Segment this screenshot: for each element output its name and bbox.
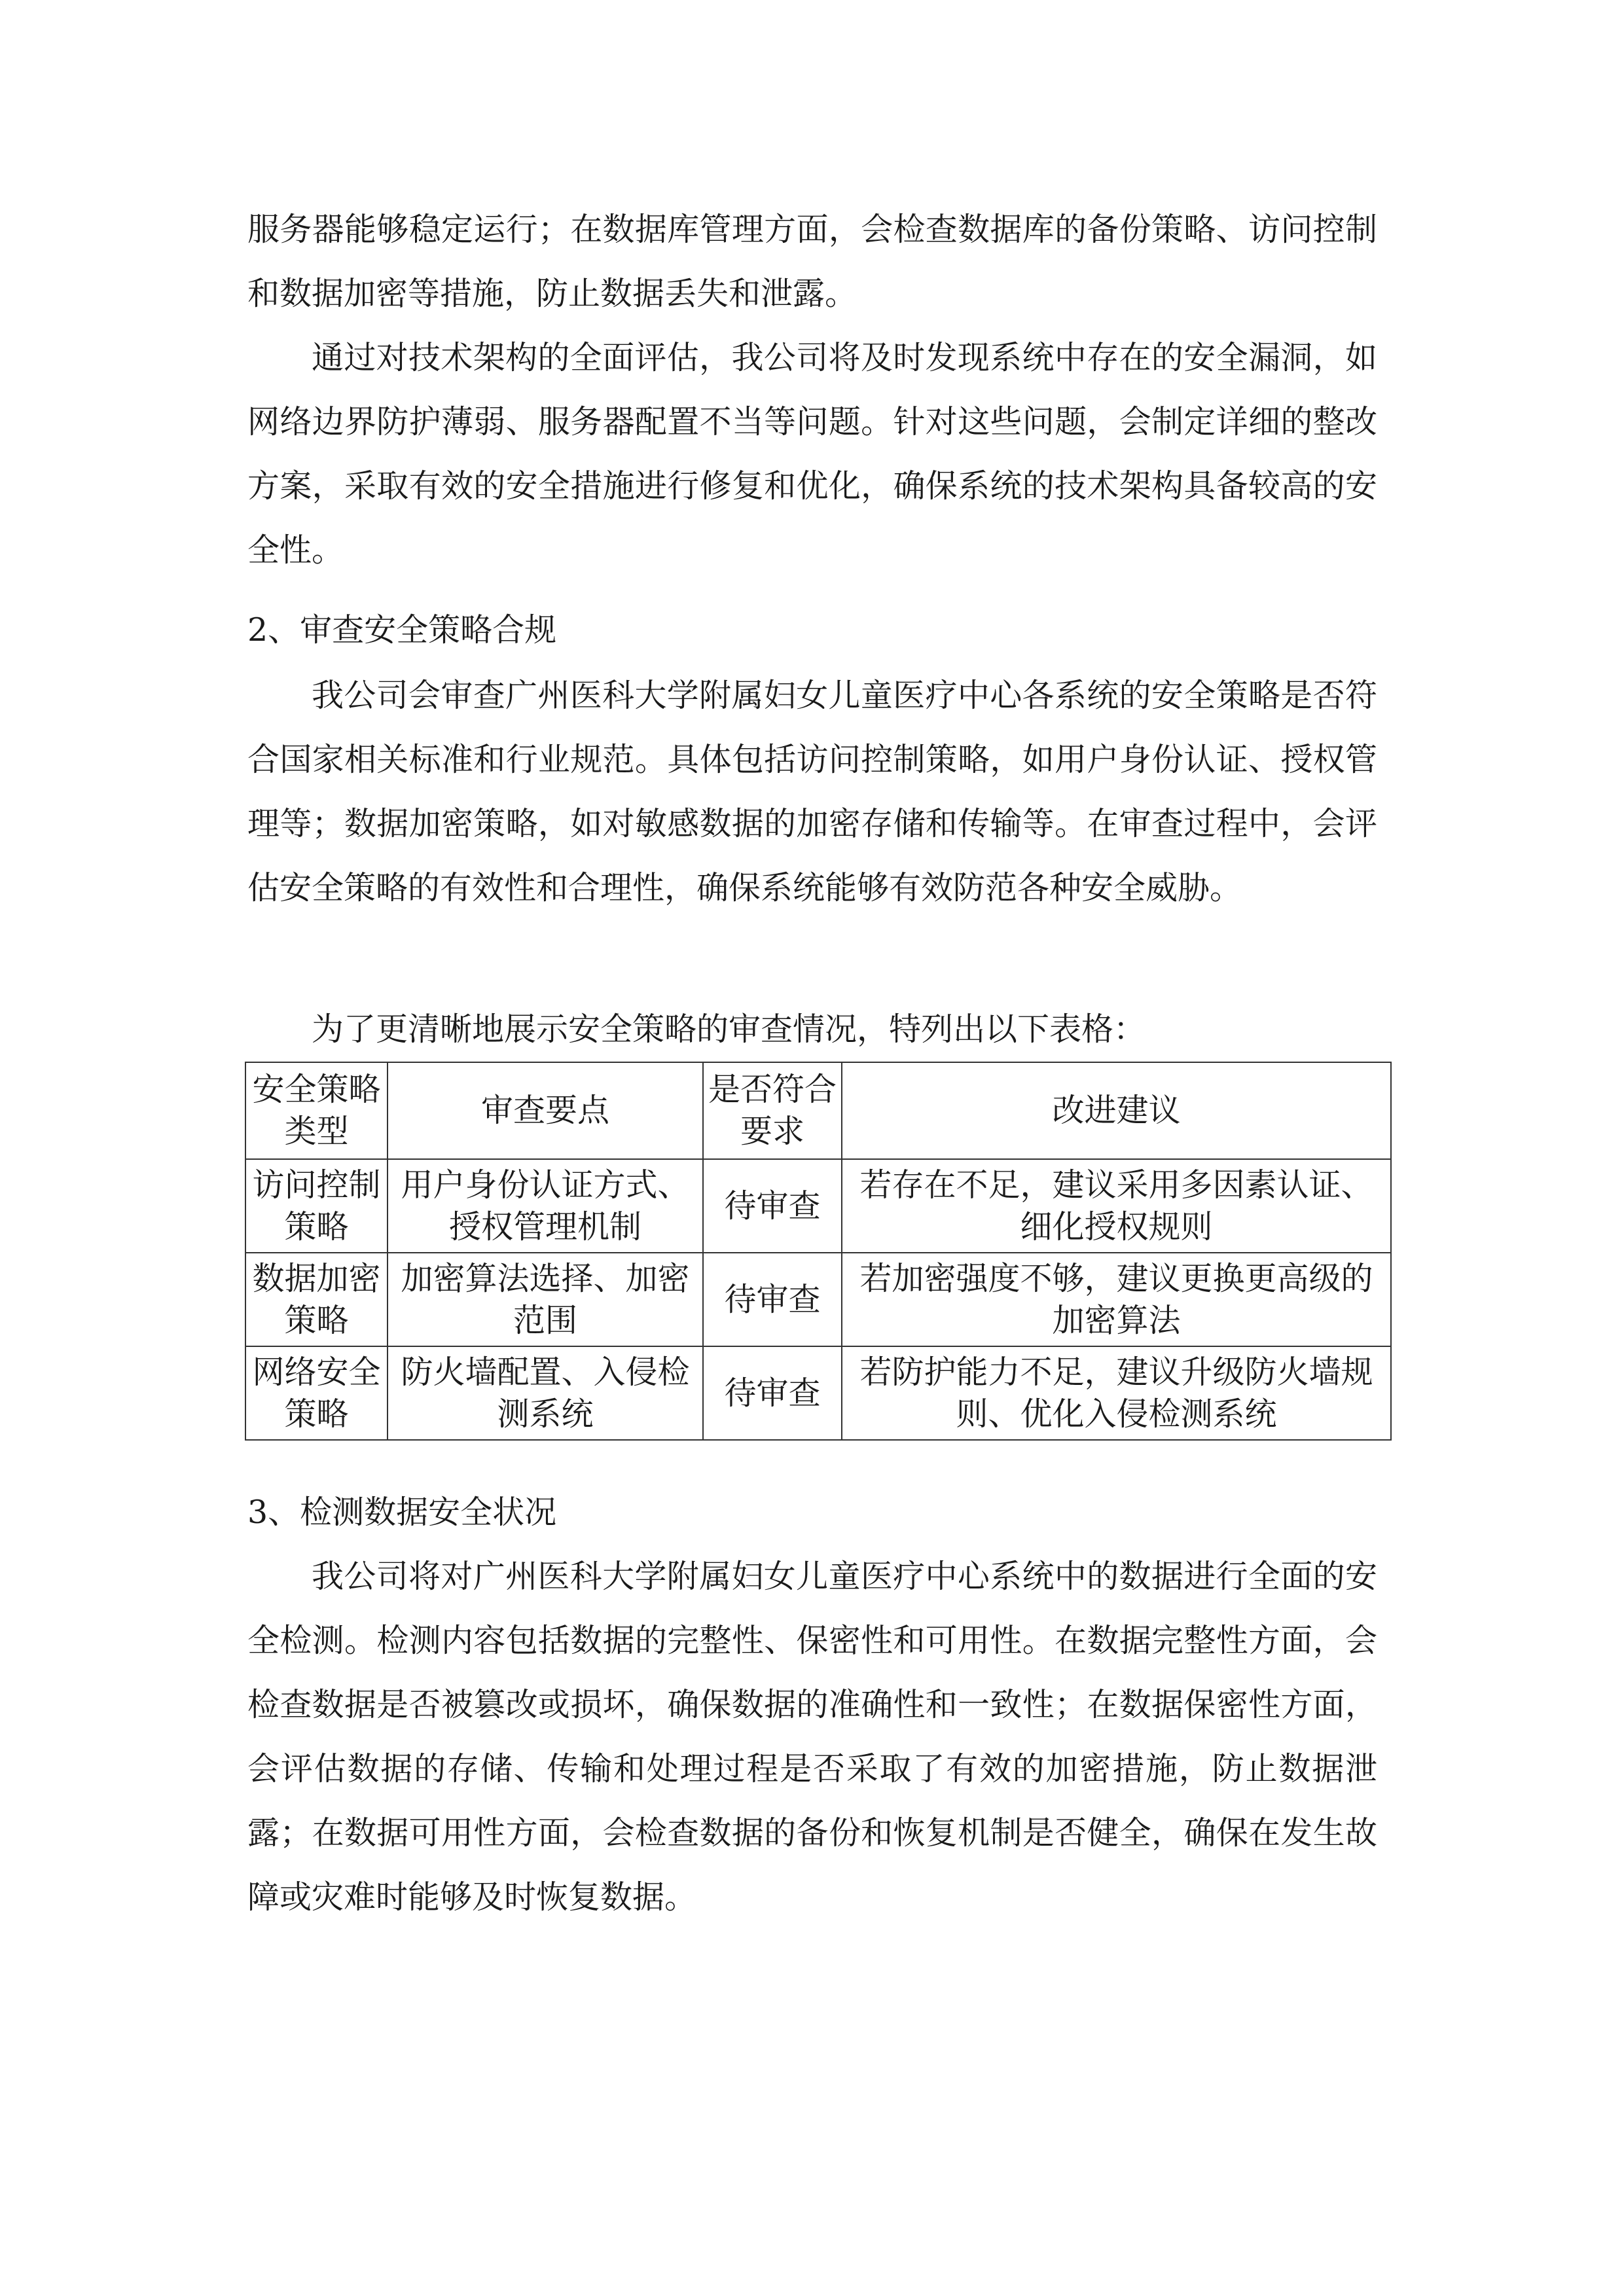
paragraph-server-db: 服务器能够稳定运行；在数据库管理方面，会检查数据库的备份策略、访问控制和数据加密等措施，防止数据丢失和泄露。: [247, 211, 1377, 312]
policy-review-table: [245, 1062, 1392, 1441]
section-heading-2: 2、审查安全策略合规: [247, 611, 557, 649]
table-cell: 网络安全策略: [245, 1346, 388, 1440]
table-cell: 待审查: [703, 1159, 842, 1253]
table-header-cell: 改进建议: [842, 1062, 1391, 1159]
table-row: [245, 1253, 1391, 1346]
paragraph-architecture-assessment: 通过对技术架构的全面评估，我公司将及时发现系统中存在的安全漏洞，如网络边界防护薄弱、服务器配置不当等问题。针对这些问题，会制定详细的整改方案，采取有效的安全措施进行修复和优化，确保系统的技术架构具备较高的安全性。: [247, 339, 1377, 569]
table-cell: 若加密强度不够，建议更换更高级的加密算法: [842, 1253, 1391, 1346]
table-cell: 防火墙配置、入侵检测系统: [388, 1346, 703, 1440]
table-cell: 待审查: [703, 1346, 842, 1440]
table-row: [245, 1159, 1391, 1253]
paragraph-table-intro: 为了更清晰地展示安全策略的审查情况，特列出以下表格：: [312, 1011, 1146, 1048]
table-cell: 加密算法选择、加密范围: [388, 1253, 703, 1346]
table-row: [245, 1346, 1391, 1440]
table-cell: 待审查: [703, 1253, 842, 1346]
section-heading-3: 3、检测数据安全状况: [247, 1494, 557, 1531]
table-cell: 用户身份认证方式、授权管理机制: [388, 1159, 703, 1253]
table-cell: 若防护能力不足，建议升级防火墙规则、优化入侵检测系统: [842, 1346, 1391, 1440]
table-header-cell: 是否符合要求: [703, 1062, 842, 1159]
paragraph-data-security: 我公司将对广州医科大学附属妇女儿童医疗中心系统中的数据进行全面的安全检测。检测内容包括数据的完整性、保密性和可用性。在数据完整性方面，会检查数据是否被篡改或损坏，确保数据的准确性和一致性；在数据保密性方面，会评估数据的存储、传输和处理过程是否采取了有效的加密措施，防止数据泄露；在数据可用性方面，会检查数据的备份和恢复机制是否健全，确保在发生故障或灾难时能够及时恢复数据。: [247, 1558, 1377, 1916]
table-header-row: [245, 1062, 1391, 1159]
table-cell: 访问控制策略: [245, 1159, 388, 1253]
paragraph-policy-review: 我公司会审查广州医科大学附属妇女儿童医疗中心各系统的安全策略是否符合国家相关标准和行业规范。具体包括访问控制策略，如用户身份认证、授权管理等；数据加密策略，如对敏感数据的加密存储和传输等。在审查过程中，会评估安全策略的有效性和合理性，确保系统能够有效防范各种安全威胁。: [247, 677, 1377, 906]
table-header-cell: 安全策略类型: [245, 1062, 388, 1159]
table-header-cell: 审查要点: [388, 1062, 703, 1159]
table-cell: 数据加密策略: [245, 1253, 388, 1346]
table-cell: 若存在不足，建议采用多因素认证、细化授权规则: [842, 1159, 1391, 1253]
